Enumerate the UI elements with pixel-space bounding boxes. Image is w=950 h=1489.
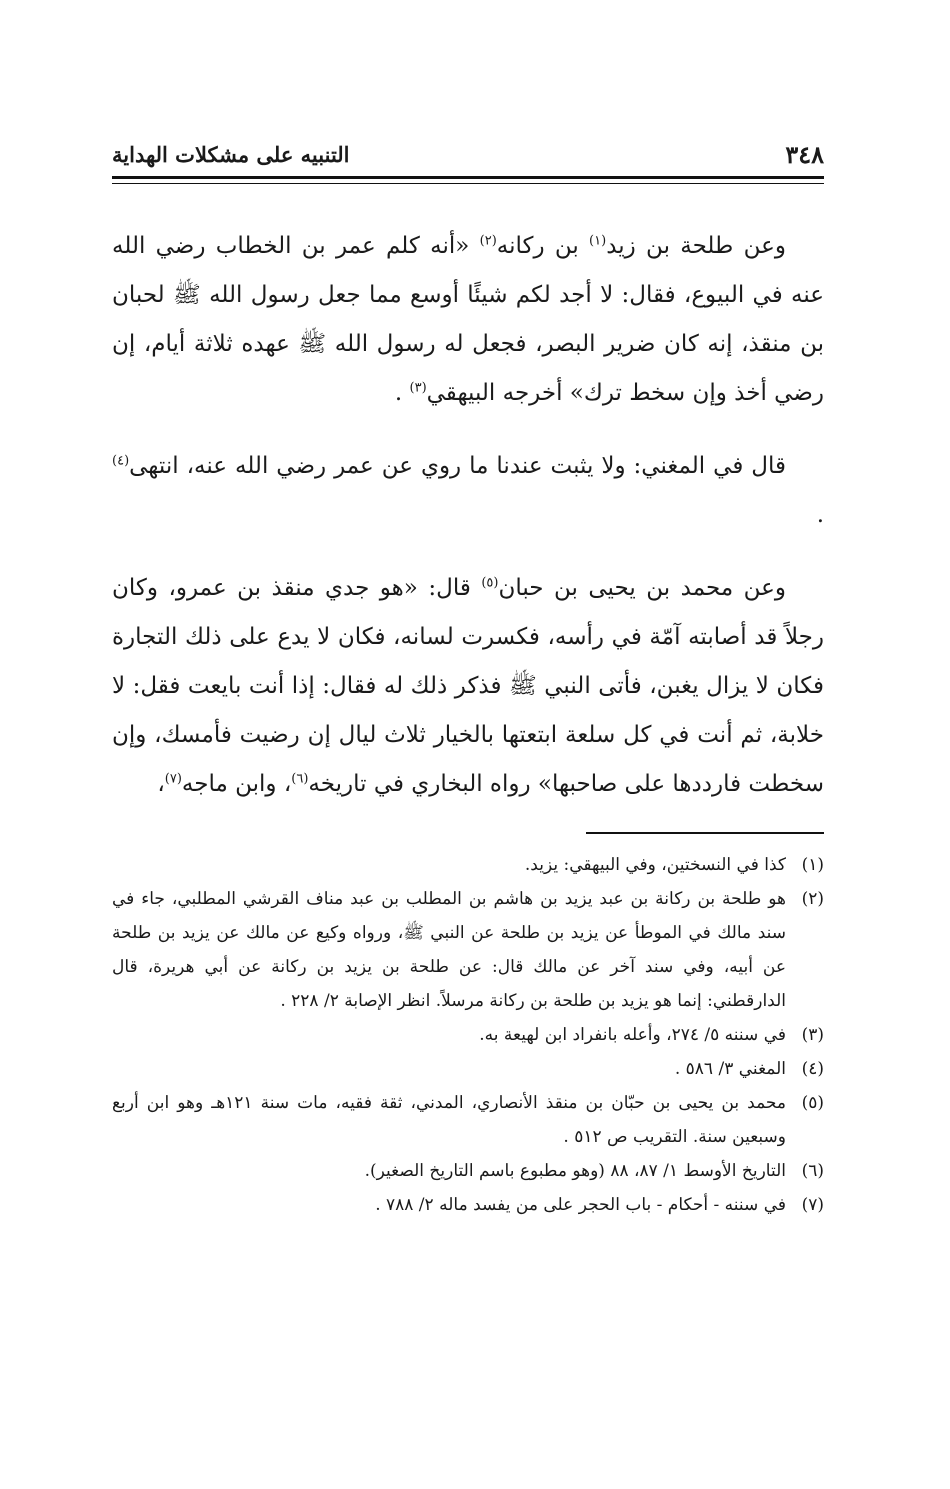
footnote-text: التاريخ الأوسط ١/ ٨٧، ٨٨ (وهو مطبوع باسم التاريخ الصغير). [364,1161,786,1181]
footnotes [112,848,824,1222]
footnote-ref-6: (٦) [291,771,309,787]
footnote-text: في سننه ٥/ ٢٧٤، وأعله بانفراد ابن لهيعة به. [479,1025,786,1045]
footnote [112,1018,824,1052]
footnote-number: (٥) [801,1093,824,1113]
footnote-number: (٣) [801,1025,824,1045]
main-text [112,222,824,833]
footnote-ref-4: (٤) [112,453,130,469]
p3-text-d: ، [157,771,165,797]
footnote-number: (٦) [801,1161,824,1181]
footnote-ref-1: (١) [589,233,607,249]
p3-text-c: ، وابن ماجه [181,771,292,797]
page-header [112,138,824,172]
paragraph-1 [112,222,824,418]
footnote-ref-3: (٣) [409,380,427,396]
book-title: التنبيه على مشكلات الهداية [112,142,350,167]
header-rule-thick [112,176,824,179]
p2-text-a: قال في المغني: ولا يثبت عندنا ما روي عن عمر رضي الله عنه، انتهى [129,453,786,479]
p2-text-b: . [816,502,824,528]
footnote-text: في سننه - أحكام - باب الحجر على من يفسد ماله ٢/ ٧٨٨ . [375,1195,786,1215]
footnote-number: (١) [801,855,824,875]
footnote [112,1188,824,1222]
footnote-number: (٤) [801,1059,824,1079]
p3-text-a: وعن محمد بن يحيى بن حبان [498,575,786,601]
footnote-text: محمد بن يحيى بن حبّان بن منقذ الأنصاري، المدني، ثقة فقيه، مات سنة ١٢١هـ وهو ابن أربع وسبعين سنة. التقريب ص ٥١٢ . [112,1093,786,1147]
p1-text-a: وعن طلحة بن زيد [606,233,786,259]
footnote [112,1154,824,1188]
p1-text-c: «أنه كلم عمر بن الخطاب رضي الله عنه في البيوع، فقال: لا أجد لكم شيئًا أوسع مما جعل رسول الله ﷺ لحبان بن منقذ، إنه كان ضرير البصر، فجعل له رسول الله ﷺ عهده ثلاثة أيام، إن رضي أخذ وإن سخط ترك» أخرجه البيهقي [112,233,824,406]
p1-text-d: . [394,380,410,406]
footnote-ref-2: (٢) [479,233,497,249]
paragraph-2 [112,442,824,540]
footnote [112,848,824,882]
footnote-text: كذا في النسختين، وفي البيهقي: يزيد. [524,855,786,875]
p1-text-b: بن ركانه [496,233,590,259]
footnote-text: المغني ٣/ ٥٨٦ . [674,1059,786,1079]
footnote-ref-5: (٥) [481,575,499,591]
footnote-separator [586,832,824,834]
footnote [112,1052,824,1086]
footnote-ref-7: (٧) [164,771,182,787]
page-number: ٣٤٨ [785,140,824,169]
footnote [112,882,824,1018]
header-rule-thin [112,183,824,184]
footnote-number: (٧) [801,1195,824,1215]
footnote-text: هو طلحة بن ركانة بن عبد يزيد بن هاشم بن المطلب بن عبد مناف القرشي المطلبي، جاء في سند مالك في الموطأ عن يزيد بن طلحة عن النبي ﷺ، ورواه وكيع عن مالك عن يزيد بن طلحة عن أبيه، وفي سند آخر عن مالك قال: عن طلحة بن يزيد بن ركانة عن أبي هريرة، قال الدارقطني: إنما هو يزيد بن طلحة بن ركانة مرسلاً. انظر الإصابة ٢/ ٢٢٨ . [112,889,786,1011]
footnote [112,1086,824,1154]
footnote-number: (٢) [801,889,824,909]
paragraph-3 [112,564,824,809]
p3-text-b: قال: «هو جدي منقذ بن عمرو، وكان رجلاً قد أصابته آمّة في رأسه، فكسرت لسانه، فكان لا يدع على ذلك التجارة فكان لا يزال يغبن، فأتى النبي ﷺ فذكر ذلك له فقال: إذا أنت بايعت فقل: لا خلابة، ثم أنت في كل سلعة ابتعتها بالخيار ثلاث ليال إن رضيت فأمسك، وإن سخطت فارددها على صاحبها» رواه البخاري في تاريخه [112,575,824,797]
